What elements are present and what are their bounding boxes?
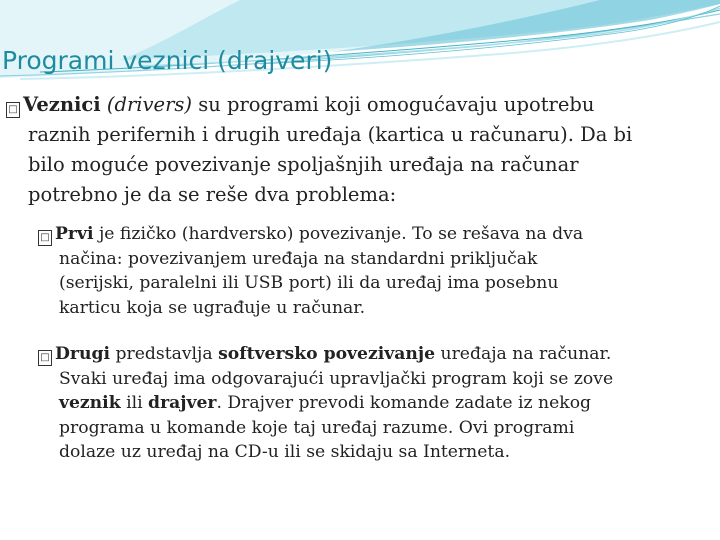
term-veznik: veznik xyxy=(59,393,121,414)
term-drugi: Drugi xyxy=(55,344,111,364)
term-drajver: drajver xyxy=(148,393,217,414)
first-line-4: karticu koja se ugrađuje u računar. xyxy=(59,297,366,318)
first-line-1 xyxy=(38,222,583,247)
first-line-3: (serijski, paralelni ili USB port) ili da uređaj ima posebnu xyxy=(59,273,559,294)
main-line-1-text: su programi koji omogućavaju upotrebu xyxy=(192,93,595,116)
slide-title: Programi veznici (drajveri) xyxy=(2,46,333,75)
main-line-2: raznih perifernih i drugih uređaja (kartica u računaru). Da bi xyxy=(28,123,633,146)
second-line-1-text-b: uređaja na računar. xyxy=(435,344,612,364)
first-line-1-text: je fizičko (hardversko) povezivanje. To se rešava na dva xyxy=(93,224,584,244)
first-subparagraph xyxy=(38,222,583,320)
second-line-4: programa u komande koje taj uređaj razume. Ovi programi xyxy=(59,417,575,438)
main-line-3: bilo moguće povezivanje spoljašnjih uređaja na računar xyxy=(28,153,579,176)
term-drivers: (drivers) xyxy=(100,93,193,116)
second-line-5: dolaze uz uređaj na CD-u ili se skidaju sa Interneta. xyxy=(59,442,511,463)
bullet-icon: □ xyxy=(38,350,52,366)
second-subparagraph xyxy=(38,342,613,465)
main-line-1 xyxy=(6,90,632,120)
term-prvi: Prvi xyxy=(55,224,94,244)
main-line-4: potrebno je da se reše dva problema: xyxy=(28,183,397,206)
term-softversko-povezivanje: softversko povezivanje xyxy=(218,344,436,364)
second-line-2: Svaki uređaj ima odgovarajući upravljački program koji se zove xyxy=(59,368,614,389)
bullet-icon: □ xyxy=(6,102,20,118)
second-line-1-text-a: predstavlja xyxy=(110,344,219,364)
second-line-3-mid: ili xyxy=(120,393,149,414)
bullet-icon: □ xyxy=(38,230,52,246)
first-line-2: načina: povezivanjem uređaja na standardni priključak xyxy=(59,248,538,269)
second-line-1 xyxy=(38,342,613,367)
main-paragraph xyxy=(6,90,632,210)
second-line-3-text: . Drajver prevodi komande zadate iz nekog xyxy=(216,393,592,414)
second-line-3 xyxy=(38,391,613,416)
term-veznici: Veznici xyxy=(23,93,101,116)
